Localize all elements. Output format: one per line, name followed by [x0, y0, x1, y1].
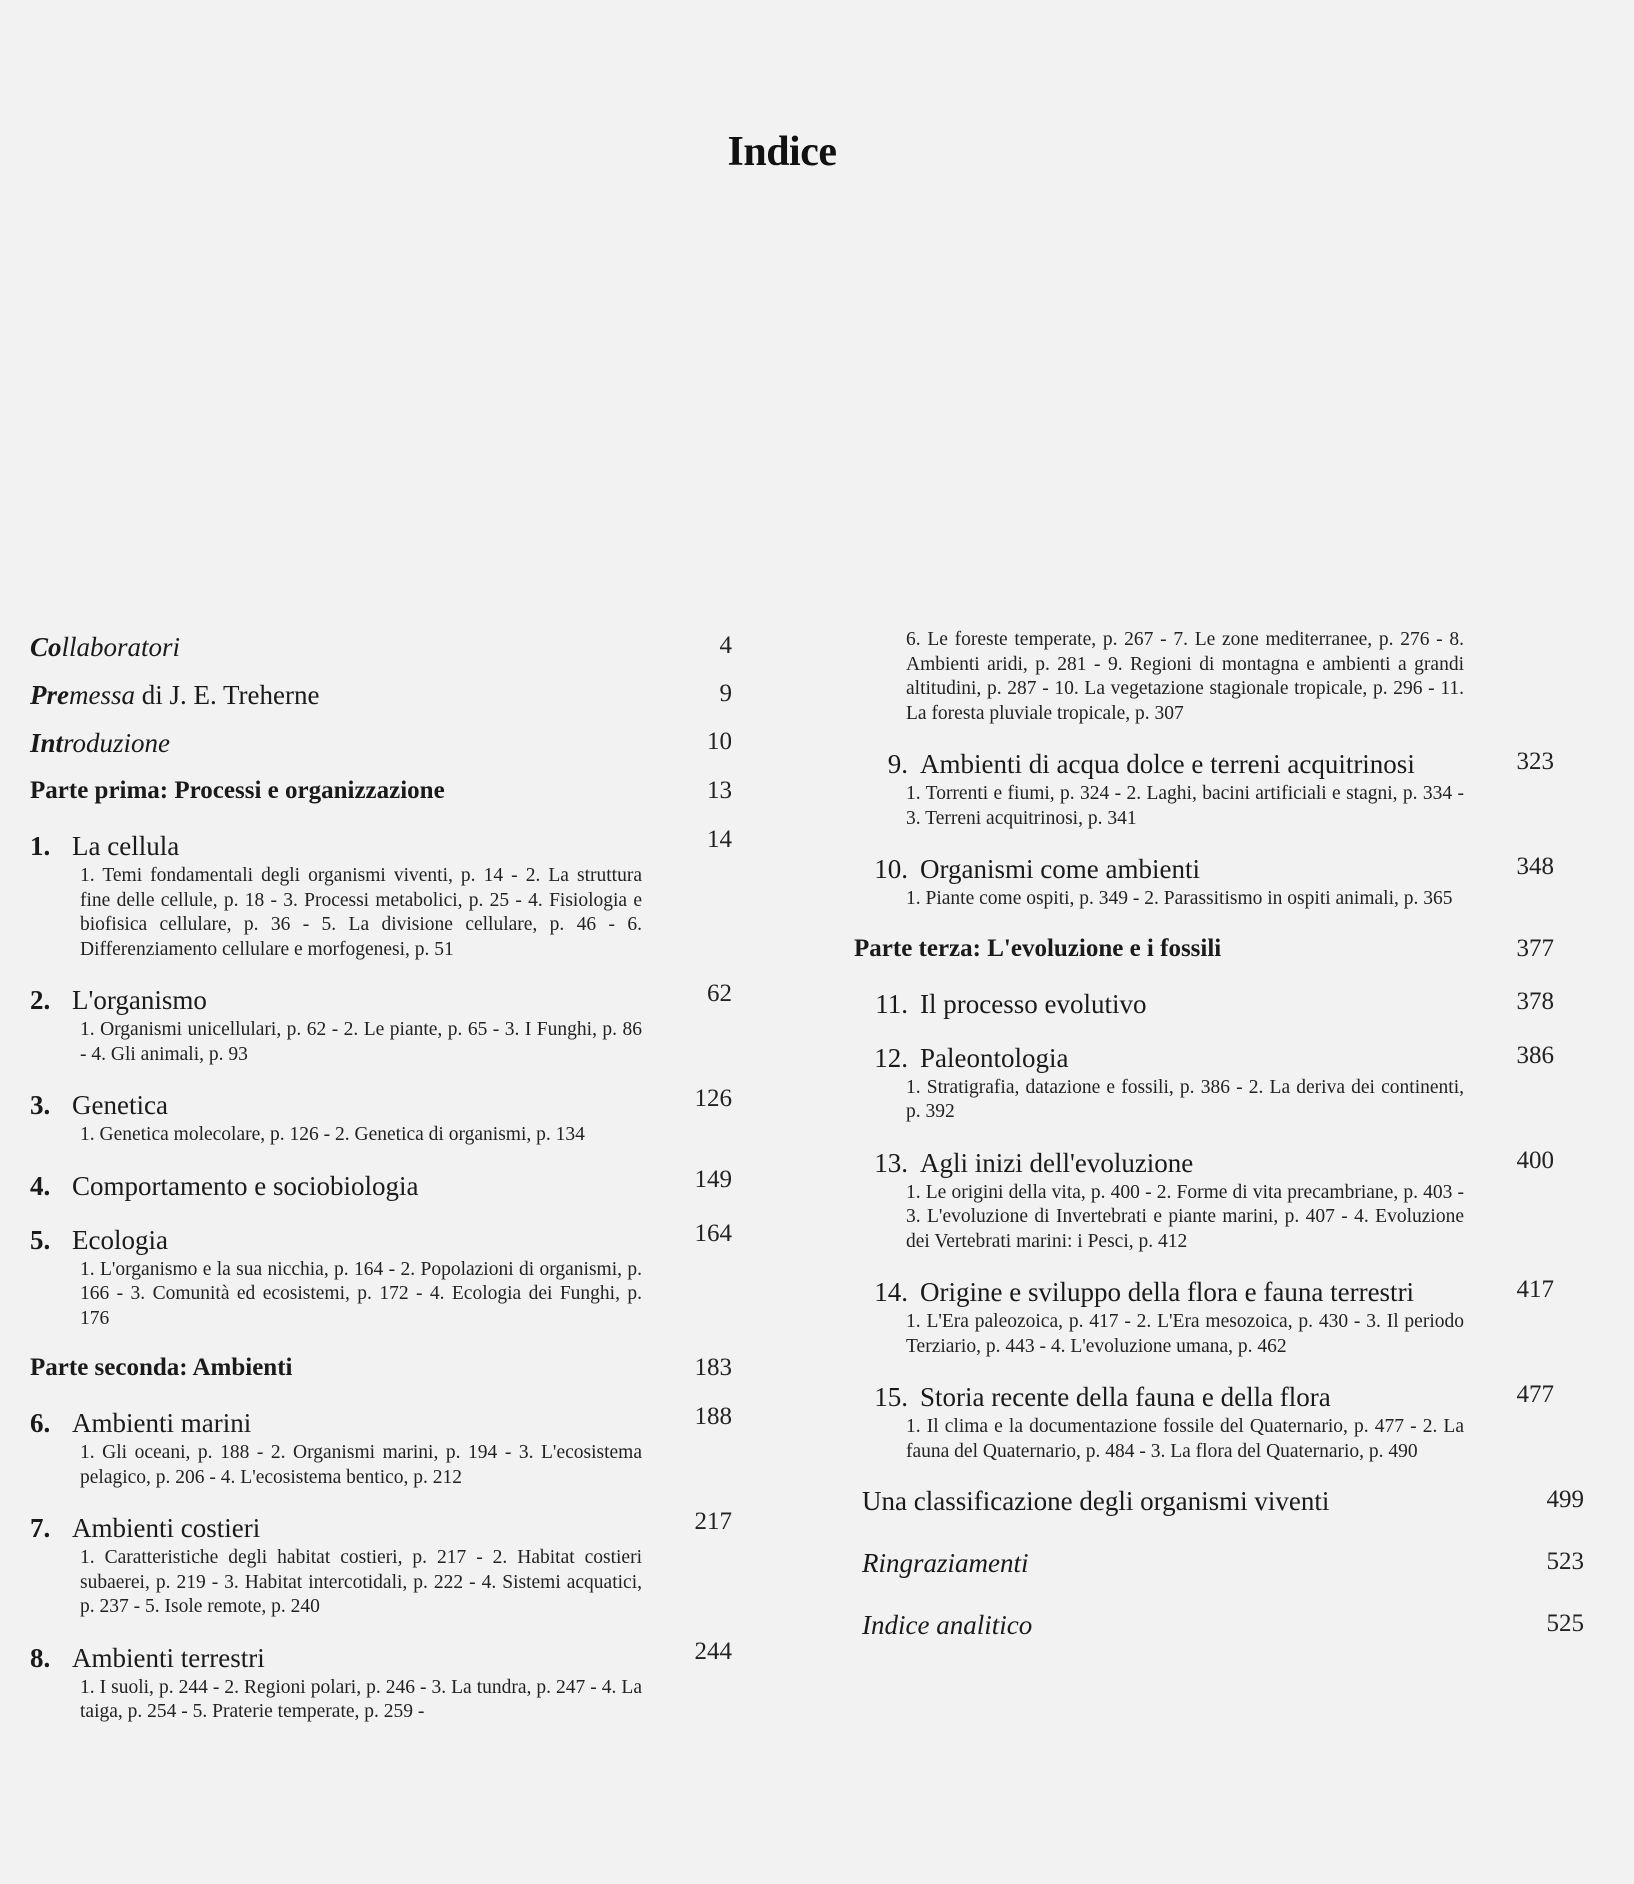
- page-number: 386: [1516, 1041, 1554, 1069]
- chapter-number: 3.: [30, 1090, 51, 1120]
- chapter-entry[interactable]: [854, 1381, 1554, 1464]
- entry-title-initial: Int: [30, 728, 64, 758]
- chapter-entry[interactable]: [30, 1403, 732, 1490]
- page-number: 13: [707, 777, 732, 804]
- chapter-sections: 1. Organismi unicellulari, p. 62 - 2. Le piante, p. 65 - 3. I Funghi, p. 86 - 4. Gli animali, p. 93: [80, 1019, 642, 1065]
- chapter-title: Storia recente della fauna e della flora: [920, 1382, 1331, 1412]
- chapter-heading: [854, 748, 1554, 780]
- front-matter-entry[interactable]: [30, 728, 732, 776]
- chapter-sections: 1. Temi fondamentali degli organismi viventi, p. 14 - 2. La struttura fine delle cellule, p. 18 - 3. Processi metabolici, p. 25 - 4. Fisiologia e biofisica cellulare, p. 36 - 5. La divisione cellulare, p. 46 - 6. Differenziamento cellulare e morfogenesi, p. 51: [80, 865, 642, 960]
- chapter-entry[interactable]: [30, 1085, 732, 1148]
- chapter-title: Ambienti terrestri: [72, 1642, 265, 1673]
- page-number: 400: [1516, 1146, 1554, 1174]
- chapter-title: Ambienti marini: [72, 1408, 252, 1438]
- chapter-heading: [30, 1637, 732, 1674]
- chapter-continuation: 6. Le foreste temperate, p. 267 - 7. Le zone mediterranee, p. 276 - 8. Ambienti aridi, p. 281 - 9. Regioni di montagna e ambienti a grandi altitudini, p. 287 - 10. La vegetazione stagionale tropicale, p. 296 - 11. La foresta pluviale tropicale, p. 307: [906, 629, 1464, 724]
- chapter-heading: [30, 1403, 732, 1439]
- page-number: 9: [719, 680, 732, 707]
- chapter-heading: [854, 1381, 1554, 1413]
- chapter-title: Origine e sviluppo della flora e fauna terrestri: [920, 1277, 1415, 1307]
- chapter-heading: [30, 980, 732, 1016]
- chapter-number: 11.: [875, 988, 908, 1019]
- chapter-number: 7.: [30, 1513, 51, 1543]
- chapter-entry[interactable]: [854, 988, 1554, 1020]
- back-matter-entry[interactable]: [854, 1486, 1584, 1548]
- chapter-heading: [30, 1219, 732, 1256]
- chapter-entry[interactable]: [854, 748, 1554, 831]
- chapter-sections: 1. Torrenti e fiumi, p. 324 - 2. Laghi, bacini artificiali e stagni, p. 334 - 3. Terreni acquitrinosi, p. 341: [906, 783, 1464, 829]
- page-number: 4: [719, 632, 732, 659]
- chapter-number: 15.: [874, 1382, 908, 1412]
- chapter-heading: [30, 826, 732, 862]
- front-matter-entry[interactable]: [30, 632, 732, 680]
- entry-title: Una classificazione degli organismi viventi: [862, 1486, 1330, 1516]
- chapter-heading: [854, 988, 1554, 1020]
- page-number: 10: [707, 728, 732, 755]
- chapter-title: Agli inizi dell'evoluzione: [920, 1147, 1194, 1178]
- chapter-number: 8.: [30, 1642, 51, 1673]
- toc-right-column: [854, 628, 1584, 1672]
- chapter-heading: [30, 1508, 732, 1544]
- chapter-title: Ecologia: [72, 1224, 168, 1255]
- chapter-entry[interactable]: [854, 1042, 1554, 1125]
- page-number: 417: [1516, 1276, 1554, 1303]
- chapter-entry[interactable]: [854, 853, 1554, 912]
- chapter-entry[interactable]: [30, 1165, 732, 1202]
- chapter-sections: 1. Genetica molecolare, p. 126 - 2. Genetica di organismi, p. 134: [80, 1124, 585, 1145]
- chapter-number: 6.: [30, 1408, 51, 1438]
- page-number: 164: [694, 1219, 732, 1247]
- chapter-entry[interactable]: [30, 826, 732, 962]
- page-number: 14: [707, 826, 732, 853]
- page-number: 323: [1516, 748, 1554, 775]
- chapter-heading: [30, 1165, 732, 1202]
- entry-title: Indice analitico: [862, 1610, 1033, 1640]
- page-number: 126: [694, 1085, 732, 1112]
- entry-title-rest: roduzione: [63, 728, 171, 758]
- page-number: 217: [694, 1508, 732, 1535]
- page-number: 378: [1516, 987, 1554, 1015]
- chapter-number: 14.: [874, 1277, 908, 1307]
- page-title: Indice: [727, 129, 837, 175]
- chapter-title: Il processo evolutivo: [920, 988, 1147, 1019]
- chapter-sections: 1. L'Era paleozoica, p. 417 - 2. L'Era mesozoica, p. 430 - 3. Il periodo Terziario, p. 443 - 4. L'evoluzione umana, p. 462: [906, 1311, 1464, 1357]
- toc-left-column: [30, 632, 732, 1747]
- chapter-heading: [854, 1042, 1554, 1074]
- page-number: 188: [694, 1403, 732, 1430]
- chapter-sections: 1. L'organismo e la sua nicchia, p. 164 - 2. Popolazioni di organismi, p. 166 - 3. Comunità ed ecosistemi, p. 172 - 4. Ecologia dei Funghi, p. 176: [80, 1258, 642, 1329]
- page-number: 377: [1516, 934, 1554, 962]
- chapter-number: 1.: [30, 831, 51, 861]
- chapter-number: 2.: [30, 985, 51, 1015]
- chapter-number: 9.: [887, 749, 908, 779]
- entry-title-initial: Co: [30, 632, 62, 662]
- chapter-heading: [854, 1276, 1554, 1308]
- chapter-sections: 1. Gli oceani, p. 188 - 2. Organismi marini, p. 194 - 3. L'ecosistema pelagico, p. 206 - 4. L'ecosistema bentico, p. 212: [80, 1442, 642, 1488]
- entry-title-rest: messa: [68, 680, 135, 710]
- chapter-title: Ambienti di acqua dolce e terreni acquitrinosi: [920, 749, 1415, 779]
- chapter-entry[interactable]: [30, 1508, 732, 1620]
- page-number: 348: [1516, 853, 1554, 880]
- part-heading: Parte terza: L'evoluzione e i fossili 377: [854, 934, 1554, 962]
- entry-title-rest: llaboratori: [61, 632, 181, 662]
- page-number: 523: [1546, 1548, 1584, 1575]
- back-matter-entry[interactable]: [854, 1548, 1584, 1610]
- page-number: 62: [707, 980, 732, 1007]
- chapter-entry[interactable]: [30, 1219, 732, 1332]
- chapter-entry[interactable]: [30, 980, 732, 1067]
- page-number: 149: [694, 1165, 732, 1193]
- page-number: 525: [1546, 1610, 1584, 1637]
- chapter-sections: 1. Piante come ospiti, p. 349 - 2. Parassitismo in ospiti animali, p. 365: [906, 888, 1453, 909]
- chapter-title: Paleontologia: [920, 1042, 1069, 1073]
- entry-title: Ringraziamenti: [862, 1548, 1029, 1578]
- part-heading: Parte seconda: Ambienti 183: [30, 1354, 732, 1381]
- chapter-number: 13.: [874, 1147, 908, 1178]
- entry-title: [30, 632, 180, 662]
- part-heading: Parte prima: Processi e organizzazione 13: [30, 777, 732, 804]
- chapter-title: Genetica: [72, 1090, 168, 1120]
- chapter-title: Comportamento e sociobiologia: [72, 1170, 419, 1201]
- chapter-number: 10.: [874, 854, 908, 884]
- chapter-sections: 1. Il clima e la documentazione fossile del Quaternario, p. 477 - 2. La fauna del Quaternario, p. 484 - 3. La flora del Quaternario, p. 490: [906, 1416, 1464, 1462]
- entry-title: [30, 680, 135, 710]
- page-number: 499: [1546, 1486, 1584, 1513]
- chapter-entry[interactable]: [854, 1147, 1554, 1255]
- chapter-sections: 1. I suoli, p. 244 - 2. Regioni polari, p. 246 - 3. La tundra, p. 247 - 4. La taiga, p. 254 - 5. Praterie temperate, p. 259 -: [80, 1676, 642, 1722]
- chapter-heading: [854, 1147, 1554, 1179]
- chapter-title: Ambienti costieri: [72, 1513, 261, 1543]
- chapter-entry[interactable]: [30, 1637, 732, 1725]
- front-matter-entry[interactable]: [30, 680, 732, 728]
- entry-title-initial: Pre: [30, 680, 69, 710]
- chapter-sections: 1. Caratteristiche degli habitat costieri, p. 217 - 2. Habitat costieri subaerei, p. 219 - 3. Habitat intercotidali, p. 222 - 4. Sistemi acquatici, p. 237 - 5. Isole remote, p. 240: [80, 1547, 642, 1617]
- chapter-number: 5.: [30, 1224, 51, 1255]
- chapter-number: 4.: [30, 1170, 51, 1201]
- chapter-heading: [30, 1085, 732, 1121]
- chapter-heading: [854, 853, 1554, 885]
- entry-title: [30, 728, 170, 758]
- back-matter-entry[interactable]: [854, 1610, 1584, 1672]
- page-number: 244: [694, 1637, 732, 1665]
- chapter-title: L'organismo: [72, 985, 207, 1015]
- chapter-sections: 1. Stratigrafia, datazione e fossili, p. 386 - 2. La deriva dei continenti, p. 392: [906, 1076, 1464, 1122]
- chapter-entry[interactable]: [854, 1276, 1554, 1359]
- chapter-title: Organismi come ambienti: [920, 854, 1200, 884]
- page-number: 477: [1516, 1381, 1554, 1408]
- chapter-title: La cellula: [72, 831, 180, 861]
- chapter-sections: 1. Le origini della vita, p. 400 - 2. Forme di vita precambriane, p. 403 - 3. L'evoluzione di Invertebrati e piante marini, p. 407 - 4. Evoluzione dei Vertebrati marini: i Pesci, p. 412: [906, 1181, 1464, 1252]
- page-number: 183: [694, 1354, 732, 1381]
- entry-author: di J. E. Treherne: [134, 680, 320, 710]
- chapter-number: 12.: [874, 1042, 908, 1073]
